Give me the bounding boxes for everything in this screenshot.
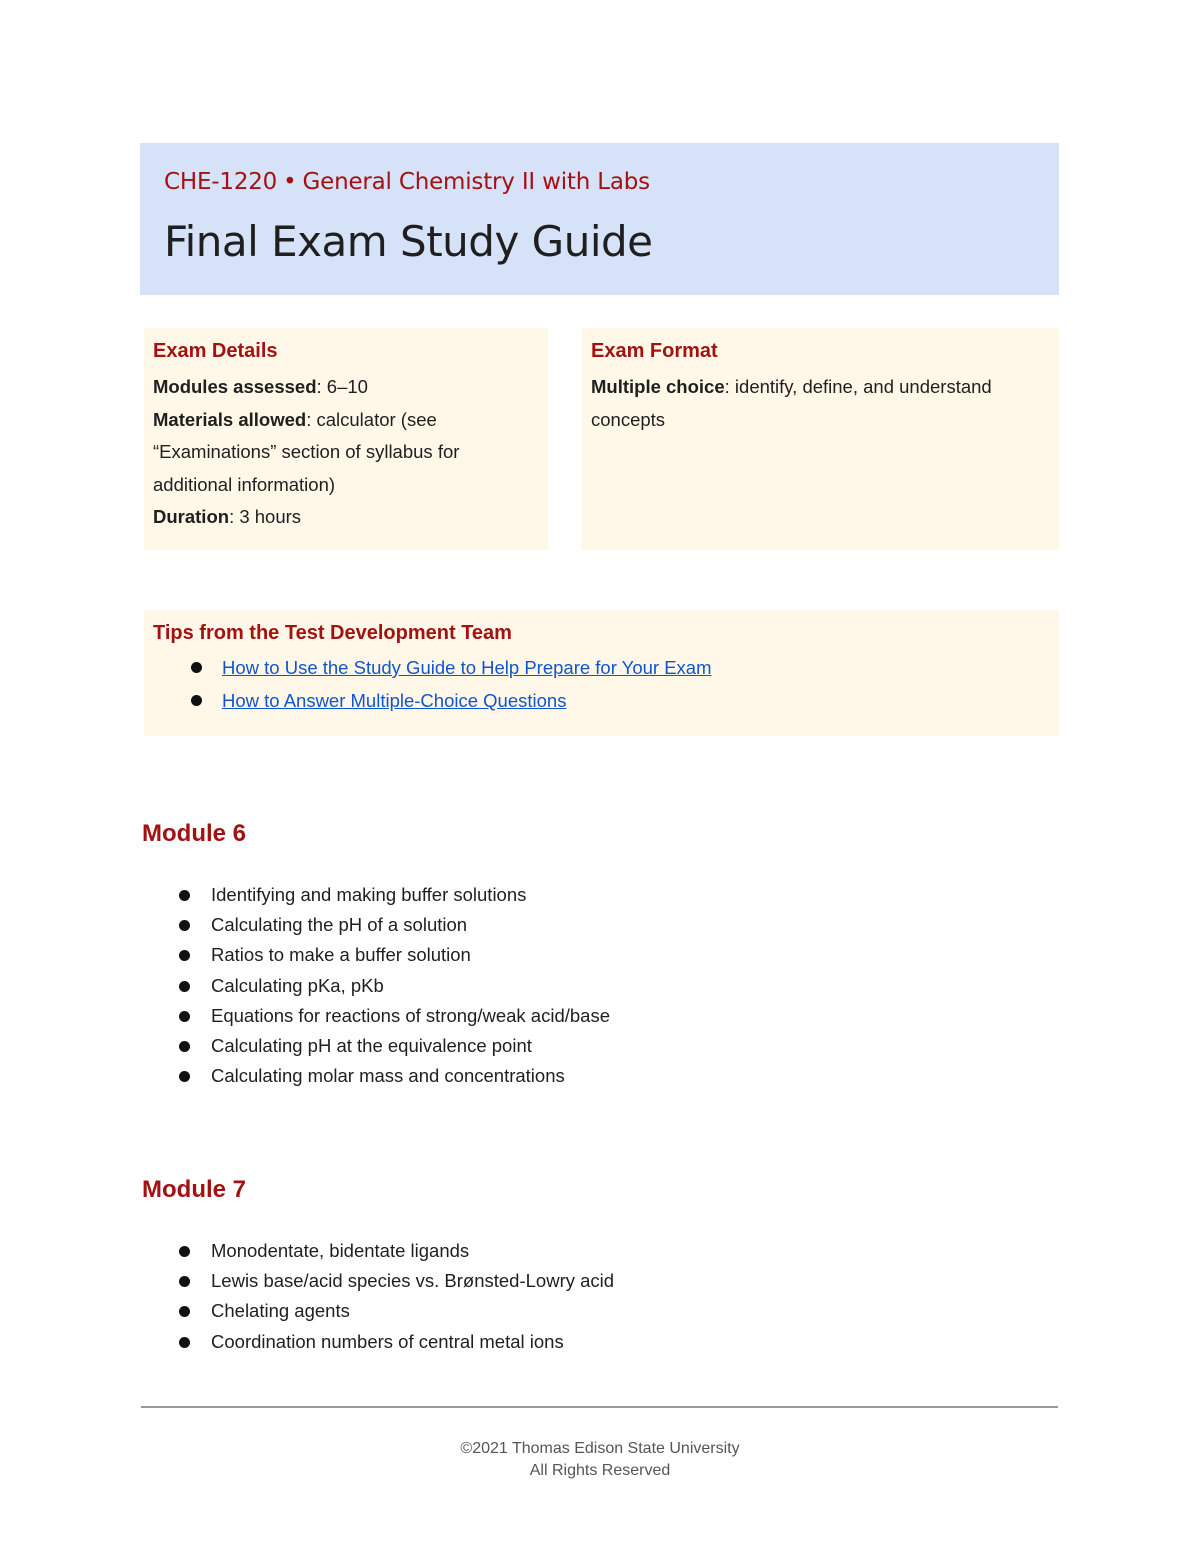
module-6-section [142, 820, 611, 1087]
module-heading: Module 6 [142, 820, 247, 847]
list-item [142, 940, 610, 970]
bullet-icon [179, 981, 190, 992]
tips-box [144, 610, 1059, 736]
title-banner [140, 143, 1059, 295]
bullet-icon [179, 950, 190, 961]
bullet-icon [179, 1041, 190, 1052]
list-item [142, 910, 610, 940]
page-title: Final Exam Study Guide [164, 217, 653, 266]
bullet-icon [191, 695, 202, 706]
bullet-icon [179, 920, 190, 931]
list-item [153, 684, 1049, 717]
topic-text: Calculating pKa, pKb [211, 974, 384, 996]
tips-heading: Tips from the Test Development Team [153, 622, 512, 644]
tips-list [153, 651, 1049, 717]
module-7-topics [142, 1236, 614, 1357]
course-separator: • [283, 169, 297, 195]
module-6-topics [142, 880, 610, 1091]
list-item [142, 1327, 614, 1357]
rights-text: All Rights Reserved [529, 1462, 671, 1479]
bullet-icon [179, 1246, 190, 1257]
list-item [142, 1061, 610, 1091]
duration-label: Duration [153, 506, 230, 527]
list-item [142, 1266, 614, 1296]
page-footer [0, 1438, 1200, 1482]
topic-text: Calculating the pH of a solution [211, 914, 468, 936]
topic-text: Chelating agents [211, 1300, 350, 1322]
footer-divider [141, 1406, 1058, 1408]
format-type-value-line-2: concepts [591, 408, 666, 430]
bullet-icon [179, 1337, 190, 1348]
bullet-icon [191, 662, 202, 673]
course-name: General Chemistry II with Labs [302, 169, 650, 195]
exam-format-heading: Exam Format [591, 340, 718, 362]
topic-text: Lewis base/acid species vs. Brønsted-Lowry acid [211, 1270, 615, 1292]
exam-details-heading: Exam Details [153, 340, 278, 362]
list-item [142, 880, 610, 910]
materials-label: Materials allowed [153, 408, 307, 430]
multiple-choice-link[interactable]: How to Answer Multiple-Choice Questions [222, 690, 567, 711]
module-heading: Module 7 [142, 1176, 247, 1203]
exam-details-content [153, 371, 538, 534]
topic-text: Monodentate, bidentate ligands [211, 1240, 470, 1261]
topic-text: Coordination numbers of central metal ions [211, 1330, 564, 1352]
topic-text: Ratios to make a buffer solution [211, 944, 471, 966]
topic-text: Calculating molar mass and concentrations [211, 1065, 565, 1087]
duration-value: : 3 hours [229, 506, 302, 527]
list-item [142, 1296, 614, 1326]
materials-value: : calculator (see [306, 408, 437, 430]
exam-format-content [591, 371, 1049, 436]
list-item [142, 1031, 610, 1061]
exam-format-box [582, 328, 1059, 550]
materials-value-line-3: additional information) [153, 473, 336, 495]
study-guide-link[interactable]: How to Use the Study Guide to Help Prepare for Your Exam [222, 657, 712, 678]
topic-text: Identifying and making buffer solutions [211, 884, 527, 905]
bullet-icon [179, 890, 190, 901]
materials-value-line-2: “Examinations” section of syllabus for [153, 441, 460, 462]
course-line [164, 169, 1035, 195]
exam-details-box [144, 328, 548, 550]
topic-text: Calculating pH at the equivalence point [211, 1035, 532, 1057]
list-item [142, 971, 610, 1001]
modules-label: Modules assessed [153, 376, 317, 397]
bullet-icon [179, 1306, 190, 1317]
topic-text: Equations for reactions of strong/weak acid/base [211, 1004, 611, 1026]
course-code: CHE-1220 [164, 169, 278, 195]
format-type-label: Multiple choice [591, 376, 725, 397]
bullet-icon [179, 1071, 190, 1082]
bullet-icon [179, 1011, 190, 1022]
list-item [153, 651, 1049, 684]
list-item [142, 1236, 614, 1266]
format-type-value: : identify, define, and understand [724, 376, 992, 397]
module-7-section [142, 1176, 615, 1352]
copyright-text: ©2021 Thomas Edison State University [460, 1440, 740, 1457]
modules-value: : 6–10 [316, 376, 368, 397]
list-item [142, 1001, 610, 1031]
bullet-icon [179, 1276, 190, 1287]
